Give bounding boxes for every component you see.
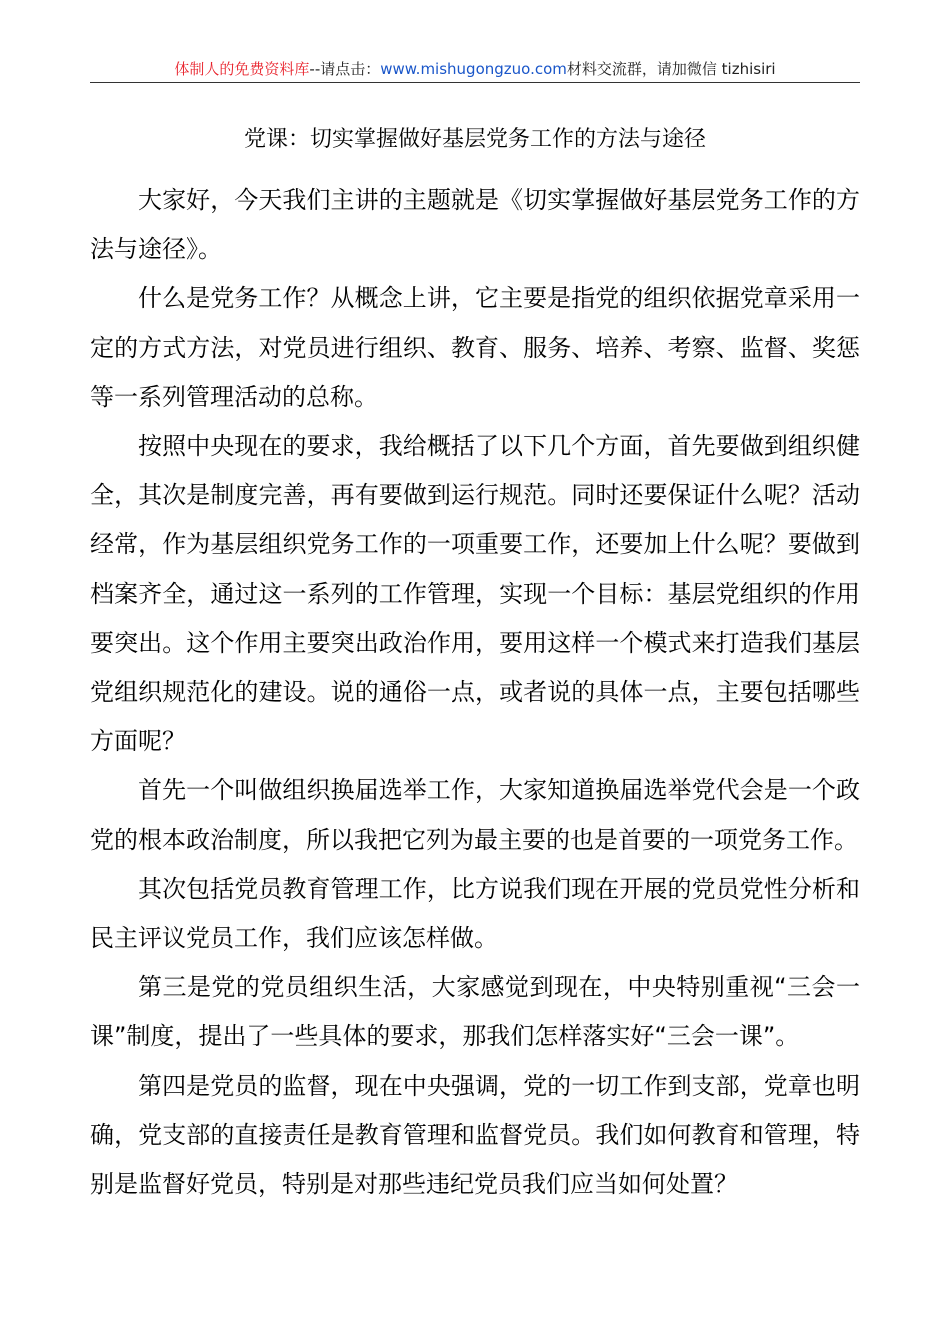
paragraph-3: 按照中央现在的要求，我给概括了以下几个方面，首先要做到组织健全，其次是制度完善，再有要做到运行规范。同时还要保证什么呢？活动经常，作为基层组织党务工作的一项重要工作，还要加上什么呢？要做到档案齐全，通过这一系列的工作管理，实现一个目标：基层党组织的作用要突出。这个作用主要突出政治作用，要用这样一个模式来打造我们基层党组织规范化的建设。说的通俗一点，或者说的具体一点，主要包括哪些方面呢？ [90, 432, 860, 756]
website-link[interactable]: www.mishugongzuo.com [380, 60, 567, 78]
paragraph-5: 其次包括党员教育管理工作，比方说我们现在开展的党员党性分析和民主评议党员工作，我们应该怎样做。 [90, 874, 860, 953]
document-body [90, 176, 860, 1209]
click-prompt: --请点击： [309, 60, 381, 78]
paragraph-6: 第三是党的党员组织生活，大家感觉到现在，中央特别重视“三会一课”制度，提出了一些具体的要求，那我们怎样落实好“三会一课”。 [90, 973, 860, 1051]
paragraph-4: 首先一个叫做组织换届选举工作，大家知道换届选举党代会是一个政党的根本政治制度，所以我把它列为最主要的也是首要的一项党务工作。 [90, 776, 860, 854]
paragraph-2: 什么是党务工作？从概念上讲，它主要是指党的组织依据党章采用一定的方式方法，对党员进行组织、教育、服务、培养、考察、监督、奖惩等一系列管理活动的总称。 [90, 284, 860, 411]
paragraph-1: 大家好，今天我们主讲的主题就是《切实掌握做好基层党务工作的方法与途径》。 [90, 186, 860, 264]
wechat-note: 材料交流群，请加微信 tizhisiri [566, 60, 776, 78]
page-header [90, 56, 860, 83]
paragraph-7: 第四是党员的监督，现在中央强调，党的一切工作到支部，党章也明确，党支部的直接责任是教育管理和监督党员。我们如何教育和管理，特别是监督好党员，特别是对那些违纪党员我们应当如何处置？ [90, 1071, 860, 1199]
document-title: 党课：切实掌握做好基层党务工作的方法与途径 [243, 127, 706, 152]
library-name: 体制人的免费资料库 [174, 60, 310, 78]
